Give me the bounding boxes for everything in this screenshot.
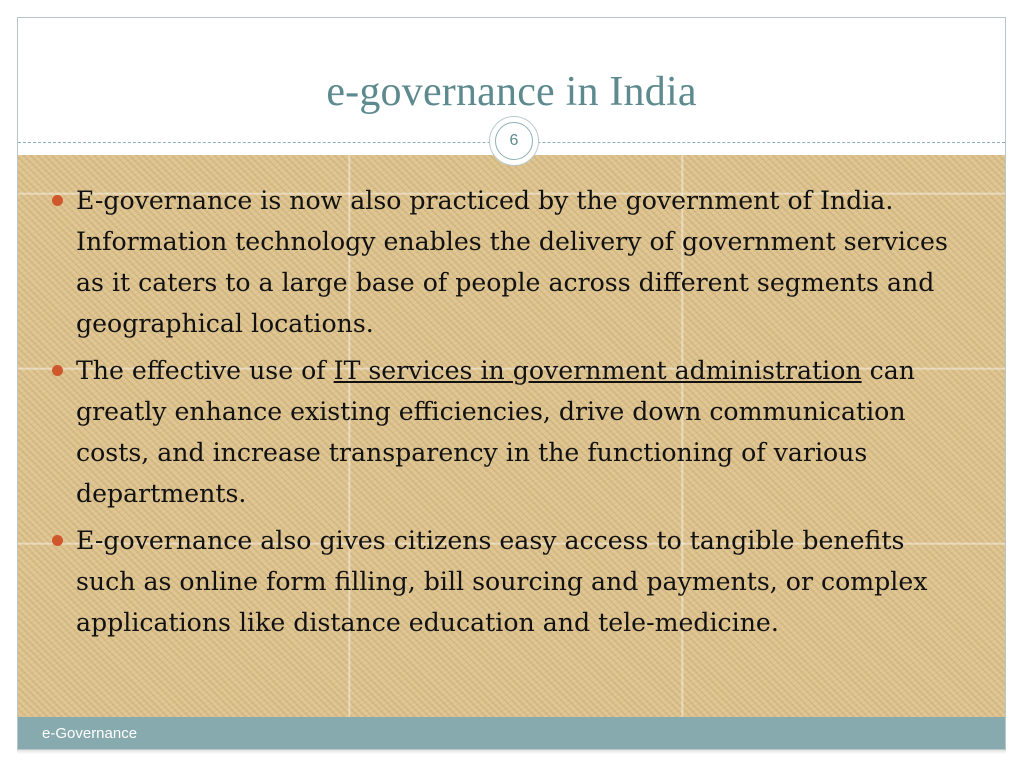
bullet-dot-icon	[52, 365, 63, 376]
slide-number-badge	[490, 117, 538, 165]
bullet-dot-icon	[52, 195, 63, 206]
footer-text: e-Governance	[42, 725, 138, 742]
bullet-item	[48, 520, 968, 643]
bullet-text: The effective use of	[76, 356, 334, 385]
footer-bar	[18, 717, 1005, 749]
bullet-list	[48, 180, 968, 649]
it-services-link[interactable]: IT services in government administration	[333, 356, 862, 385]
bullet-dot-icon	[52, 535, 63, 546]
slide-title: e-governance in India	[326, 69, 697, 115]
bullet-text: E-governance is now also practiced by the government of India. Information technology enables the delivery of government services as it caters to a large base of people across different segments and geographical locations.	[76, 186, 948, 338]
bullet-item	[48, 350, 968, 514]
bullet-text: E-governance also gives citizens easy access to tangible benefits such as online form filling, bill sourcing and payments, or complex applications like distance education and tele-medicine.	[76, 526, 928, 637]
slide-shadow	[17, 750, 1006, 754]
bullet-text: can greatly enhance existing efficiencies, drive down communication costs, and increase transparency in the functioning of various departments.	[76, 356, 915, 508]
slide-number: 6	[495, 122, 533, 160]
bullet-item	[48, 180, 968, 344]
